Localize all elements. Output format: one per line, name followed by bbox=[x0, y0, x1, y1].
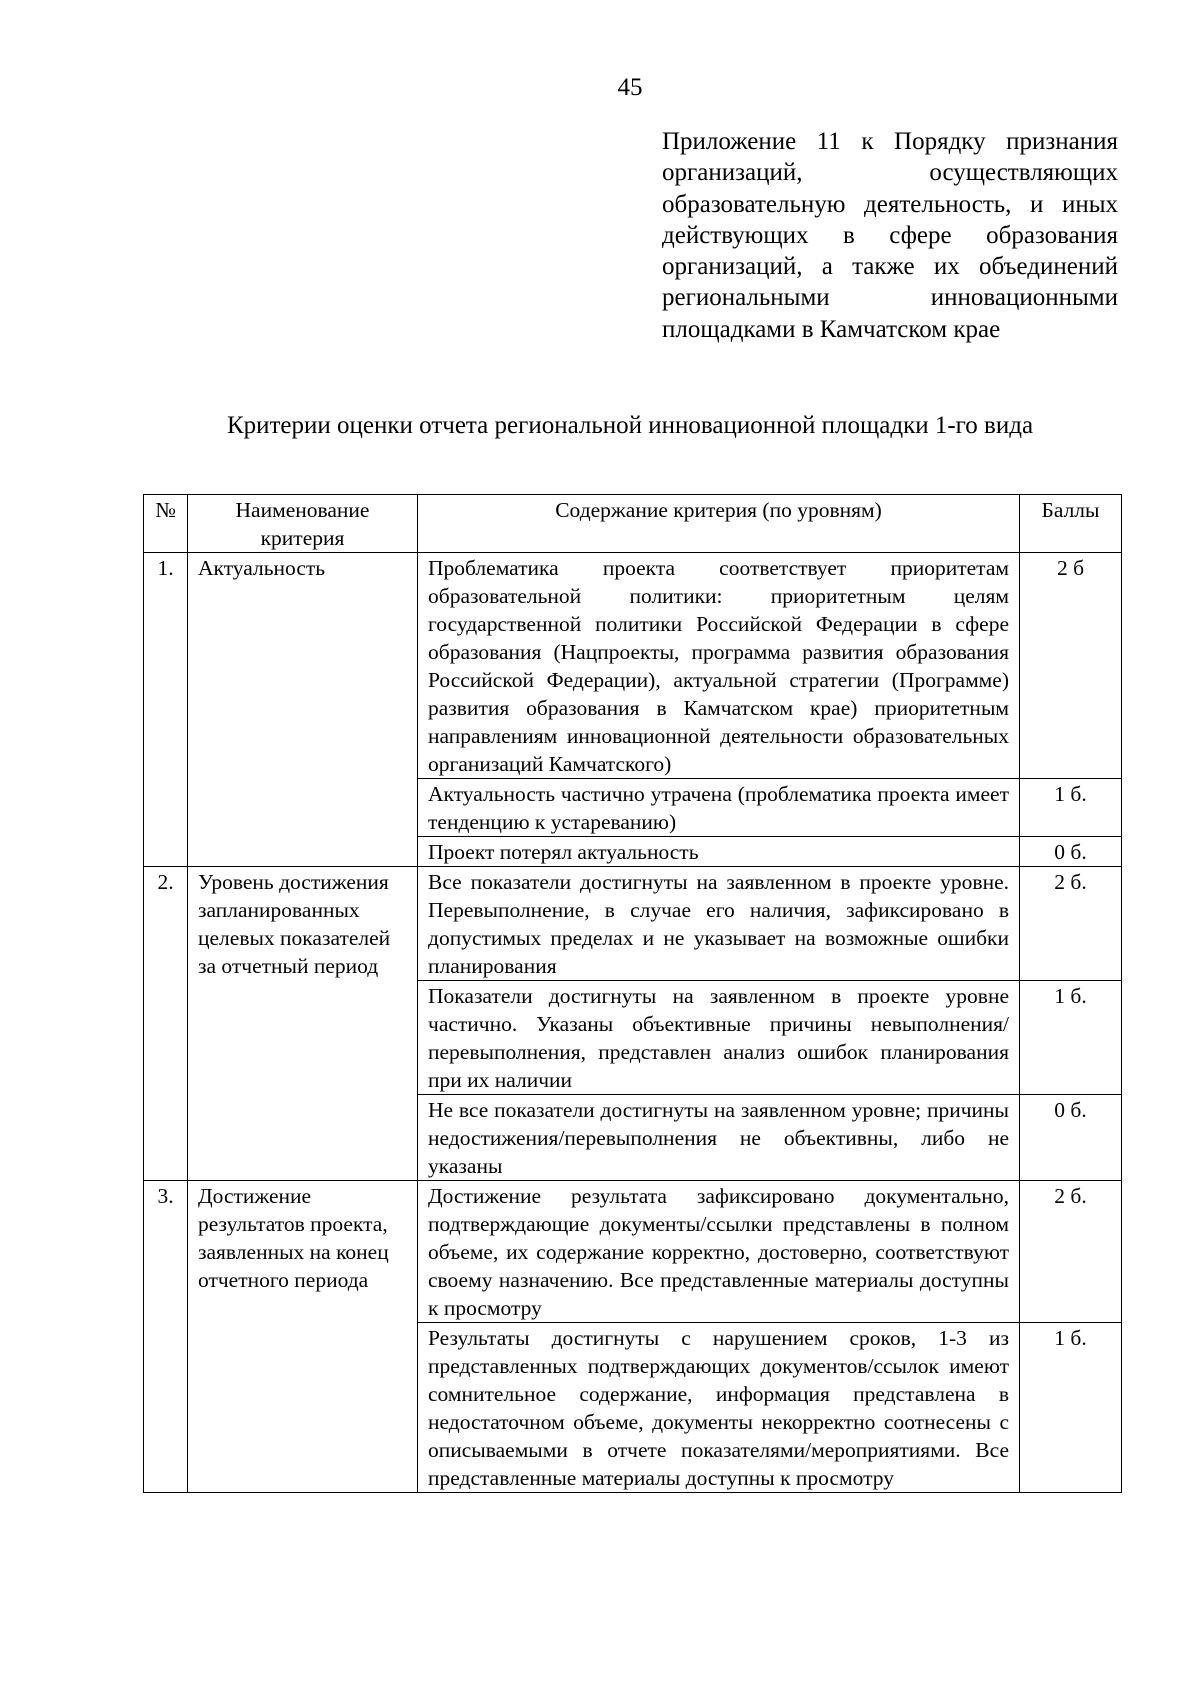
criterion-level-score: 2 б. bbox=[1020, 867, 1122, 981]
criteria-table bbox=[143, 494, 1122, 1493]
criterion-number: 3. bbox=[144, 1181, 188, 1493]
criterion-level-text: Актуальность частично утрачена (проблематика проекта имеет тенденцию к устареванию) bbox=[418, 779, 1020, 837]
criterion-level-score: 1 б. bbox=[1020, 981, 1122, 1095]
table-row bbox=[144, 867, 1122, 981]
criterion-level-text: Показатели достигнуты на заявленном в проекте уровне частично. Указаны объективные причины невыполнения/перевыполнения, представлен анализ ошибок планирования при их наличии bbox=[418, 981, 1020, 1095]
criterion-level-score: 1 б. bbox=[1020, 1323, 1122, 1493]
table-row bbox=[144, 1181, 1122, 1323]
criterion-number: 1. bbox=[144, 553, 188, 867]
table-row bbox=[144, 553, 1122, 779]
criterion-level-score: 0 б. bbox=[1020, 837, 1122, 867]
header-score: Баллы bbox=[1020, 495, 1122, 553]
criterion-name: Достижение результатов проекта, заявленных на конец отчетного периода bbox=[188, 1181, 418, 1493]
criterion-level-score: 2 б bbox=[1020, 553, 1122, 779]
criterion-name: Актуальность bbox=[188, 553, 418, 867]
criterion-level-text: Проект потерял актуальность bbox=[418, 837, 1020, 867]
table-header-row bbox=[144, 495, 1122, 553]
criterion-name: Уровень достижения запланированных целевых показателей за отчетный период bbox=[188, 867, 418, 1181]
criterion-level-score: 0 б. bbox=[1020, 1095, 1122, 1181]
criterion-level-text: Не все показатели достигнуты на заявленном уровне; причины недостижения/перевыполнения не объективны, либо не указаны bbox=[418, 1095, 1020, 1181]
page-number: 45 bbox=[617, 74, 643, 101]
criterion-level-score: 1 б. bbox=[1020, 779, 1122, 837]
header-criterion-name: Наименование критерия bbox=[188, 495, 418, 553]
criterion-level-text: Проблематика проекта соответствует приоритетам образовательной политики: приоритетным целям государственной политики Российской Федерации в сфере образования (Нацпроекты, программа развития образования Российской Федерации), актуальной стратегии (Программе) развития образования в Камчатском крае) приоритетным направлениям инновационной деятельности образовательных организаций Камчатского) bbox=[418, 553, 1020, 779]
header-criterion-content: Содержание критерия (по уровням) bbox=[418, 495, 1020, 553]
header-number: № bbox=[144, 495, 188, 553]
document-title: Критерии оценки отчета региональной инновационной площадки 1-го вида bbox=[226, 412, 1034, 439]
criterion-level-text: Результаты достигнуты с нарушением сроков, 1-3 из представленных подтверждающих документов/ссылок имеют сомнительное содержание, информация представлена в недостаточном объеме, документы некорректно соотнесены с описываемыми в отчете показателями/мероприятиями. Все представленные материалы доступны к просмотру bbox=[418, 1323, 1020, 1493]
appendix-note: Приложение 11 к Порядку признания организаций, осуществляющих образовательную деятельность, и иных действующих в сфере образования организаций, а также их объединений региональными инновационными площадками в Камчатском крае bbox=[662, 128, 1118, 343]
criterion-level-text: Достижение результата зафиксировано документально, подтверждающие документы/ссылки представлены в полном объеме, их содержание корректно, достоверно, соответствуют своему назначению. Все представленные материалы доступны к просмотру bbox=[418, 1181, 1020, 1323]
criterion-number: 2. bbox=[144, 867, 188, 1181]
criterion-level-score: 2 б. bbox=[1020, 1181, 1122, 1323]
criterion-level-text: Все показатели достигнуты на заявленном в проекте уровне. Перевыполнение, в случае его наличия, зафиксировано в допустимых пределах и не указывает на возможные ошибки планирования bbox=[418, 867, 1020, 981]
